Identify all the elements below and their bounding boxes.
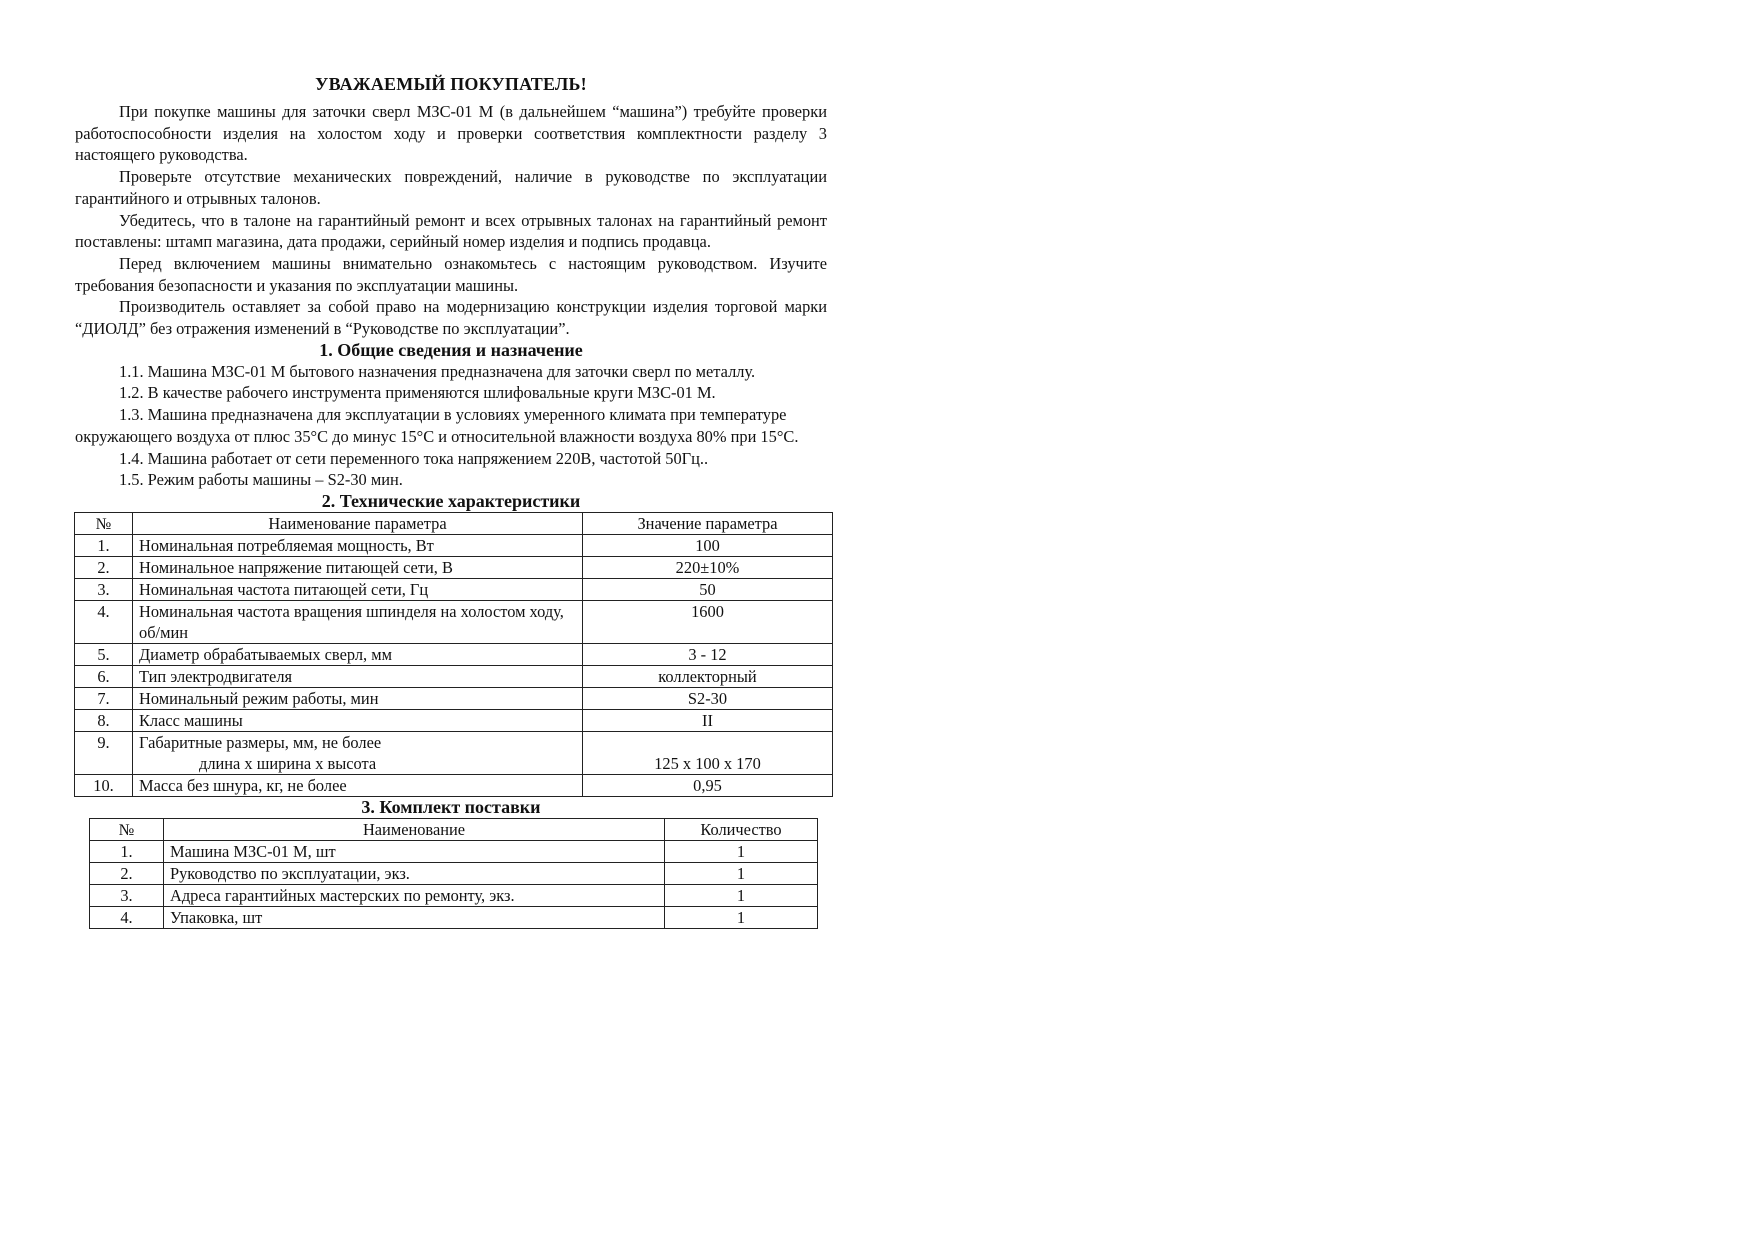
table-row — [75, 665, 833, 687]
row-number: 3. — [75, 578, 133, 600]
column-header: № — [75, 512, 133, 534]
table-row — [90, 840, 818, 862]
greeting-title: УВАЖАЕМЫЙ ПОКУПАТЕЛЬ! — [315, 74, 587, 94]
table-row — [75, 556, 833, 578]
section-1-item: 1.4. Машина работает от сети переменного тока напряжением 220В, частотой 50Гц.. — [119, 448, 709, 468]
row-number: 5. — [75, 643, 133, 665]
left-column — [75, 60, 827, 929]
item-name: Машина МЗС-01 М, шт — [164, 840, 665, 862]
column-header: Количество — [665, 818, 818, 840]
param-value: 100 — [583, 534, 833, 556]
row-number: 4. — [75, 600, 133, 643]
param-value: S2-30 — [583, 687, 833, 709]
param-value: 125 х 100 х 170 — [583, 731, 833, 774]
section-1-title: 1. Общие сведения и назначение — [319, 339, 583, 360]
section-1-item: 1.2. В качестве рабочего инструмента применяются шлифовальные круги МЗС-01 М. — [119, 383, 716, 403]
row-number: 7. — [75, 687, 133, 709]
table-row — [75, 709, 833, 731]
table-header-row — [75, 512, 833, 534]
section-1-item: 1.5. Режим работы машины – S2-30 мин. — [119, 470, 403, 490]
row-number: 1. — [90, 840, 164, 862]
row-number: 1. — [75, 534, 133, 556]
table-row — [90, 862, 818, 884]
param-value: 50 — [583, 578, 833, 600]
row-number: 2. — [75, 556, 133, 578]
item-name: Адреса гарантийных мастерских по ремонту, экз. — [164, 884, 665, 906]
param-name: Габаритные размеры, мм, не более — [139, 732, 382, 752]
item-name: Упаковка, шт — [164, 906, 665, 928]
row-number: 8. — [75, 709, 133, 731]
param-value: 1600 — [583, 600, 833, 643]
param-name-cell — [133, 731, 583, 774]
row-number: 10. — [75, 774, 133, 796]
param-value: 220±10% — [583, 556, 833, 578]
greeting-paragraph: Производитель оставляет за собой право на модернизацию конструкции изделия торговой марки “ДИОЛД” без отражения изменений в “Руководстве по эксплуатации”. — [75, 297, 827, 339]
param-name: Диаметр обрабатываемых сверл, мм — [133, 643, 583, 665]
item-qty: 1 — [665, 884, 818, 906]
greeting-paragraph: Перед включением машины внимательно ознакомьтесь с настоящим руководством. Изучите требования безопасности и указания по эксплуатации машины. — [75, 253, 827, 295]
param-name: Класс машины — [133, 709, 583, 731]
column-header: Наименование параметра — [133, 512, 583, 534]
section-2-title: 2. Технические характеристики — [321, 490, 581, 511]
param-name: Номинальная частота вращения шпинделя на холостом ходу, об/мин — [133, 600, 583, 643]
table-row — [75, 643, 833, 665]
section-1-item: 1.3. Машина предназначена для эксплуатации в условиях умеренного климата при температуре окружающего воздуха от плюс 35°С до минус 15°С и относительной влажности воздуха 80% при 15°С. — [75, 405, 799, 446]
table-header-row — [90, 818, 818, 840]
section-1-item: 1.1. Машина МЗС-01 М бытового назначения предназначена для заточки сверл по металлу. — [119, 361, 756, 381]
param-value: II — [583, 709, 833, 731]
item-name: Руководство по эксплуатации, экз. — [164, 862, 665, 884]
greeting-paragraph: Проверьте отсутствие механических повреждений, наличие в руководстве по эксплуатации гарантийного и отрывных талонов. — [75, 167, 827, 208]
row-number: 2. — [90, 862, 164, 884]
tech-specs-table — [74, 512, 833, 797]
greeting-paragraphs — [75, 101, 827, 340]
section-1-items — [75, 361, 827, 491]
greeting-paragraph: При покупке машины для заточки сверл МЗС-01 М (в дальнейшем “машина”) требуйте проверки работоспособности изделия на холостом ходу и проверки соответствия комплектности разделу 3 настоящего руководства. — [75, 102, 827, 165]
param-name: Масса без шнура, кг, не более — [133, 774, 583, 796]
column-header: Наименование — [164, 818, 665, 840]
param-value: коллекторный — [583, 665, 833, 687]
param-value: 3 - 12 — [583, 643, 833, 665]
greeting-paragraph: Убедитесь, что в талоне на гарантийный ремонт и всех отрывных талонах на гарантийный ремонт поставлены: штамп магазина, дата продажи, серийный номер изделия и подпись продавца. — [75, 210, 827, 252]
table-row — [75, 534, 833, 556]
item-qty: 1 — [665, 840, 818, 862]
table-row — [75, 578, 833, 600]
row-number: 9. — [75, 731, 133, 774]
column-header: № — [90, 818, 164, 840]
table-row — [75, 600, 833, 643]
table-row — [75, 687, 833, 709]
table-row — [90, 906, 818, 928]
delivery-set-table — [89, 818, 818, 929]
row-number: 3. — [90, 884, 164, 906]
item-qty: 1 — [665, 906, 818, 928]
item-qty: 1 — [665, 862, 818, 884]
table-row — [75, 774, 833, 796]
param-name: Номинальная потребляемая мощность, Вт — [133, 534, 583, 556]
section-3-title: 3. Комплект поставки — [361, 796, 541, 817]
param-name: Тип электродвигателя — [133, 665, 583, 687]
row-number: 4. — [90, 906, 164, 928]
param-name: Номинальная частота питающей сети, Гц — [133, 578, 583, 600]
column-header: Значение параметра — [583, 512, 833, 534]
param-name: Номинальное напряжение питающей сети, В — [133, 556, 583, 578]
param-value: 0,95 — [583, 774, 833, 796]
param-name-subline: длина х ширина х высота — [199, 753, 377, 773]
row-number: 6. — [75, 665, 133, 687]
param-name: Номинальный режим работы, мин — [133, 687, 583, 709]
table-row — [90, 884, 818, 906]
table-row — [75, 731, 833, 774]
